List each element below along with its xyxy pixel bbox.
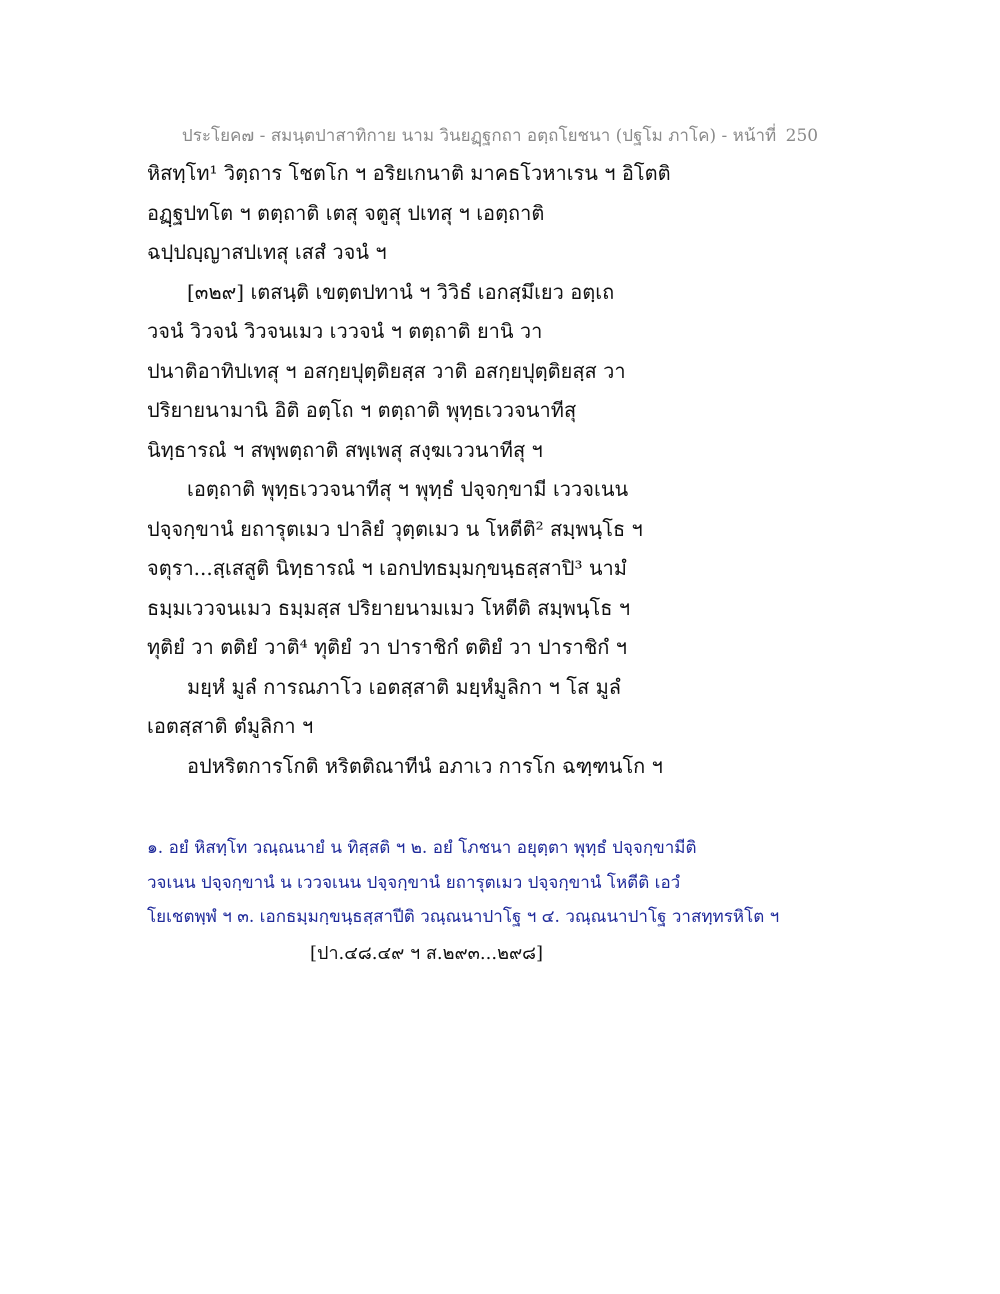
body-line: อฏฺฐปทโต ฯ ตตฺถาติ เตสุ จตูสุ ปเทสุ ฯ เอตฺถาติ bbox=[147, 200, 545, 225]
body-line: ฉปฺปญฺญาสปเทสุ เสสํ วจนํ ฯ bbox=[147, 240, 387, 264]
body-line: จตุรา...สฺเสสูติ นิทฺธารณํ ฯ เอกปทธมฺมกฺขนฺธสฺสาปิ³ นามํ bbox=[147, 556, 627, 580]
body-line: [๓๒๙] เตสนฺติ เขตฺตปทานํ ฯ วิวิธํ เอกสฺมึเยว อตฺเถ bbox=[187, 279, 615, 304]
body-line: ปริยายนามานิ อิติ อตฺโถ ฯ ตตฺถาติ พุทฺธเววจนาทีสุ bbox=[147, 398, 577, 422]
body-line: ปนาติอาทิปเทสุ ฯ อสกฺยปุตฺติยสฺส วาติ อสกฺยปุตฺติยสฺส วา bbox=[147, 358, 626, 383]
page-header bbox=[0, 122, 1000, 149]
source-reference: [ปา.๔๘.๔๙ ฯ ส.๒๙๓...๒๙๘] bbox=[310, 943, 544, 964]
body-line: หิสทฺโท¹ วิตฺถาร โชตโก ฯ อริยเกนาติ มาคธโวหาเรน ฯ อิโตติ bbox=[147, 161, 671, 185]
footnotes bbox=[147, 834, 947, 938]
body-line: เอตฺถาติ พุทฺธเววจนาทีสุ ฯ พุทฺธํ ปจฺจกฺขามี เววจเนน bbox=[187, 477, 629, 501]
footnote-line: โยเชตพฺพํ ฯ ๓. เอกธมฺมกฺขนฺธสฺสาปีติ วณฺณนาปาโฐ ฯ ๔. วณฺณนาปาโฐ วาสทฺทรหิโต ฯ bbox=[147, 907, 780, 927]
body-line: วจนํ วิวจนํ วิวจนเมว เววจนํ ฯ ตตฺถาติ ยานิ วา bbox=[147, 319, 543, 343]
body-line: มยฺหํ มูลํ การณภาโว เอตสฺสาติ มยฺหํมูลิกา ฯ โส มูลํ bbox=[187, 674, 622, 699]
header-title: ประโยค๗ - สมนฺตปาสาทิกาย นาม วินยฏฺฐกถา อตฺถโยชนา (ปฐโม ภาโค) - หน้าที่ bbox=[181, 126, 777, 146]
footnote-line: วจเนน ปจฺจกฺขานํ น เววจเนน ปจฺจกฺขานํ ยถารุตเมว ปจฺจกฺขานํ โหตีติ เอวํ bbox=[147, 872, 681, 893]
body-line: ธมฺมเววจนเมว ธมฺมสฺส ปริยายนามเมว โหตีติ สมฺพนฺโธ ฯ bbox=[147, 595, 631, 620]
body-line: เอตสฺสาติ ตํมูลิกา ฯ bbox=[147, 714, 314, 738]
page-number: 250 bbox=[785, 126, 819, 146]
body-line: ปจฺจกฺขานํ ยถารุตเมว ปาลิยํ วุตฺตเมว น โหตีติ² สมฺพนฺโธ ฯ bbox=[147, 516, 643, 541]
footnote-line: ๑. อยํ หิสทฺโท วณฺณนายํ น ทิสฺสติ ฯ ๒. อยํ โภชนา อยุตฺตา พุทฺธํ ปจฺจกฺขามีติ bbox=[147, 838, 697, 858]
body-text bbox=[147, 158, 907, 790]
body-line: ทุติยํ วา ตติยํ วาติ⁴ ทุติยํ วา ปาราชิกํ ตติยํ วา ปาราชิกํ ฯ bbox=[147, 635, 627, 659]
body-line: อปหริตการโกติ หริตติณาทีนํ อภาเว การโก ฉฑฺฑนโก ฯ bbox=[187, 753, 663, 778]
body-line: นิทฺธารณํ ฯ สพฺพตฺถาติ สพฺเพสุ สงฺฆเววนาทีสุ ฯ bbox=[147, 437, 543, 462]
